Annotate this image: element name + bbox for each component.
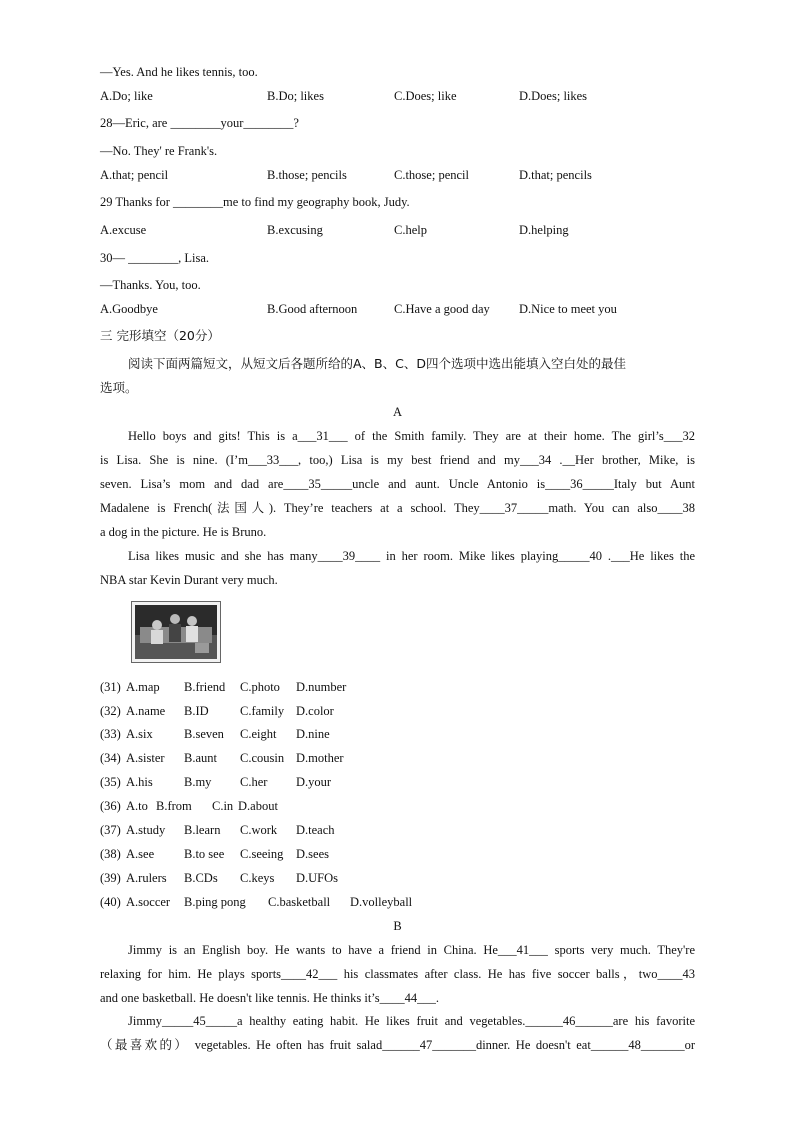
q30-options: [100, 301, 695, 317]
option-a: A.six: [126, 727, 153, 741]
option-c: C.keys: [240, 871, 275, 885]
passage-a-line-5: a dog in the picture. He is Bruno.: [100, 525, 267, 539]
option-a: A.to: [126, 799, 148, 813]
q28-options: [100, 167, 695, 183]
option-a: A.see: [126, 847, 155, 861]
option-b: B.CDs: [184, 871, 218, 885]
option-c: C.work: [240, 823, 278, 837]
q30-option-d: D.Nice to meet you: [519, 302, 617, 316]
option-c: C.seeing: [240, 847, 284, 861]
option-d: D.nine: [296, 727, 330, 741]
cloze-item: [100, 679, 400, 695]
option-a: A.his: [126, 775, 153, 789]
option-b: B.ID: [184, 704, 209, 718]
passage-a-line-6: Lisa likes music and she has many____39____ in her room. Mike likes playing_____40 .___He likes the: [128, 549, 695, 563]
q28-option-d: D.that; pencils: [519, 168, 592, 182]
q27-options: [100, 88, 695, 104]
option-b: B.ping pong: [184, 895, 246, 909]
q27-option-a: A.Do; like: [100, 89, 153, 103]
q30-option-a: A.Goodbye: [100, 302, 158, 316]
cloze-number: (33): [100, 727, 121, 741]
cloze-item: [100, 750, 400, 766]
option-b: B.aunt: [184, 751, 217, 765]
cloze-number: (39): [100, 871, 121, 885]
q27-option-c: C.Does; like: [394, 89, 457, 103]
option-b: B.learn: [184, 823, 221, 837]
q30-option-b: B.Good afternoon: [267, 302, 358, 316]
section-instructions-cont: 选项。: [100, 380, 138, 395]
cloze-item: [100, 870, 400, 886]
option-c: C.in: [212, 799, 234, 813]
option-c: C.family: [240, 704, 285, 718]
option-c: C.photo: [240, 680, 280, 694]
passage-b-line-1: Jimmy is an English boy. He wants to have a friend in China. He___41___ sports very much. They're: [128, 943, 695, 957]
passage-a-line-1: Hello boys and gits! This is a___31___ of the Smith family. They are at their home. The girl’s___32: [128, 429, 695, 443]
section-heading: 三 完形填空（20分）: [100, 328, 220, 343]
passage-a-line-2: is Lisa. She is nine. (I’m___33___, too,) Lisa is my best friend and my___34 .__Her brother, Mike, is: [100, 453, 695, 467]
cloze-item: [100, 774, 400, 790]
option-d: D.about: [238, 799, 278, 813]
option-c: C.her: [240, 775, 268, 789]
q29-options: [100, 222, 695, 238]
option-a: A.rulers: [126, 871, 167, 885]
cloze-item: [100, 726, 400, 742]
q29-option-b: B.excusing: [267, 223, 323, 237]
q28-question: 28—Eric, are ________your________?: [100, 116, 299, 130]
option-b: B.my: [184, 775, 212, 789]
q27-answer: —Yes. And he likes tennis, too.: [100, 65, 258, 79]
option-d: D.UFOs: [296, 871, 339, 885]
q28-option-b: B.those; pencils: [267, 168, 347, 182]
q29-option-d: D.helping: [519, 223, 569, 237]
option-a: A.name: [126, 704, 166, 718]
option-d: D.your: [296, 775, 332, 789]
option-b: B.friend: [184, 680, 226, 694]
q29-option-c: C.help: [394, 223, 427, 237]
option-a: A.study: [126, 823, 166, 837]
option-a: A.soccer: [126, 895, 171, 909]
cloze-number: (32): [100, 704, 121, 718]
q30-question: 30— ________, Lisa.: [100, 251, 210, 265]
option-b: B.seven: [184, 727, 224, 741]
cloze-item: [100, 822, 400, 838]
cloze-item: [100, 703, 400, 719]
section-instructions: 阅读下面两篇短文，从短文后各题所给的A、B、C、D四个选项中选出能填入空白处的最佳: [128, 356, 626, 371]
option-c: C.eight: [240, 727, 277, 741]
option-c: C.cousin: [240, 751, 285, 765]
cloze-number: (35): [100, 775, 121, 789]
cloze-number: (34): [100, 751, 121, 765]
cloze-number: (37): [100, 823, 121, 837]
passage-b-line-5: （最喜欢的） vegetables. He often has fruit salad______47_______dinner. He doesn't eat______48_______or: [100, 1038, 695, 1052]
passage-a-line-4: Madalene is French(法国人). They’re teachers at a school. They____37_____math. You can also____38: [100, 501, 695, 515]
q30-option-c: C.Have a good day: [394, 302, 490, 316]
passage-b-line-2: relaxing for him. He plays sports____42___ his classmates after class. He has five soccer balls，two____43: [100, 967, 695, 981]
option-d: D.volleyball: [350, 895, 413, 909]
passage-b-line-4: Jimmy_____45_____a healthy eating habit. He likes fruit and vegetables.______46______are his favorite: [128, 1014, 695, 1028]
family-photo: [131, 601, 221, 663]
q28-option-c: C.those; pencil: [394, 168, 469, 182]
cloze-item: [100, 846, 400, 862]
option-d: D.mother: [296, 751, 344, 765]
option-d: D.number: [296, 680, 347, 694]
q29-option-a: A.excuse: [100, 223, 147, 237]
q28-option-a: A.that; pencil: [100, 168, 169, 182]
passage-a-line-7: NBA star Kevin Durant very much.: [100, 573, 278, 587]
passage-b-line-3: and one basketball. He doesn't like tennis. He thinks it’s____44___.: [100, 991, 440, 1005]
option-d: D.teach: [296, 823, 335, 837]
option-d: D.sees: [296, 847, 329, 861]
cloze-item: [100, 894, 440, 910]
option-a: A.sister: [126, 751, 165, 765]
passage-b-label: B: [393, 919, 402, 933]
option-c: C.basketball: [268, 895, 331, 909]
passage-a-label: A: [392, 405, 403, 419]
option-b: B.to see: [184, 847, 225, 861]
q27-option-d: D.Does; likes: [519, 89, 588, 103]
cloze-item: [100, 798, 400, 814]
cloze-number: (40): [100, 895, 121, 909]
option-a: A.map: [126, 680, 160, 694]
cloze-number: (38): [100, 847, 121, 861]
family-photo-image: [135, 605, 217, 659]
cloze-number: (36): [100, 799, 121, 813]
cloze-number: (31): [100, 680, 121, 694]
q29-question: 29 Thanks for ________me to find my geography book, Judy.: [100, 195, 410, 209]
option-d: D.color: [296, 704, 334, 718]
q30-answer: —Thanks. You, too.: [100, 278, 201, 292]
q28-answer: —No. They' re Frank's.: [100, 144, 218, 158]
passage-a-line-3: seven. Lisa’s mom and dad are____35_____uncle and aunt. Uncle Antonio is____36_____Italy but Aunt: [100, 477, 695, 491]
q27-option-b: B.Do; likes: [267, 89, 324, 103]
option-b: B.from: [156, 799, 192, 813]
